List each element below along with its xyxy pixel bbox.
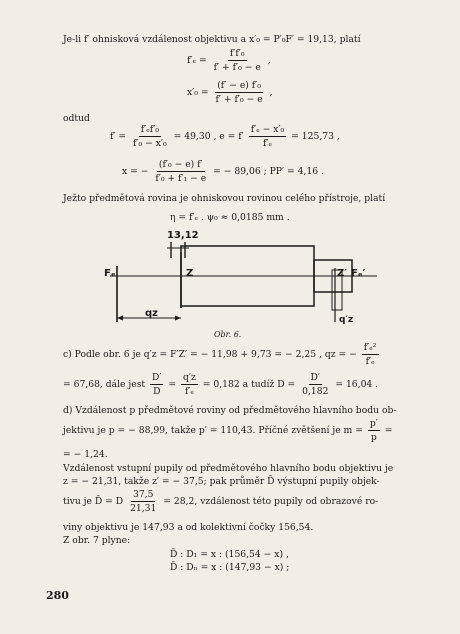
- page-number: 280: [46, 589, 69, 602]
- dim-label-text: 13,12: [167, 230, 199, 241]
- eq8b-fraction: [181, 372, 198, 397]
- eq8-mid2: = 0,182 a tudíž D =: [202, 379, 296, 390]
- text-line-11: = − 1,24.: [63, 449, 108, 460]
- l14-pre: tivu je D̄ = D: [63, 496, 124, 507]
- eq2-tail: ,: [269, 87, 273, 98]
- eq2-lhs: x′₀ =: [187, 87, 209, 98]
- z-label: Z: [186, 268, 194, 279]
- eq3a-denominator: f′₀ − x′₀: [133, 138, 167, 149]
- qz-label: qz: [145, 308, 158, 319]
- eq7-fraction: [362, 342, 379, 367]
- eq8-pre: = 67,68, dále jest: [63, 379, 146, 390]
- eq4-lhs: x = −: [122, 166, 149, 177]
- equation-eta: η = f′ₑ . ψ₀ ≈ 0,0185 mm .: [170, 212, 290, 223]
- eq3b-denominator: f′ₑ: [262, 138, 272, 149]
- text-line-16: Z obr. 7 plyne:: [63, 535, 131, 546]
- z-prime-label: Z′: [337, 268, 347, 279]
- equation-fe: [187, 48, 271, 73]
- eq3b-tail: = 125,73 ,: [291, 131, 340, 142]
- eq7-denominator: f′ₑ: [365, 356, 375, 367]
- l10-pre: jektivu je p = − 88,99, takže p′ = 110,43. Příčné zvětšení je m =: [63, 425, 363, 436]
- l14-fraction: [128, 489, 158, 514]
- l14-tail: = 28,2, vzdálenost této pupily od obrazové ro-: [163, 496, 379, 507]
- text-line-12: Vzdálenost vstupní pupily od předmětového hlavního bodu objektivu je: [63, 463, 394, 474]
- text-odtud: odtud: [63, 113, 90, 124]
- l10-tail: =: [384, 425, 393, 436]
- qz-prime-label: q′z: [339, 315, 354, 325]
- qz-arrow-right-head: [175, 316, 181, 321]
- figure-caption: Obr. 6.: [214, 330, 242, 339]
- eq3b-fraction: [249, 124, 287, 149]
- eq1-denominator: f′ + f′₀ − e: [213, 62, 261, 73]
- eq8b-denominator: f′ₑ: [184, 386, 194, 397]
- equation-x: [122, 159, 324, 184]
- eq3a-fraction: [131, 124, 169, 149]
- text-line-13: z = − 21,31, takže z′ = − 37,5; pak průměr D̄ výstupní pupily objek-: [63, 476, 380, 487]
- eq1-lhs: f′ₑ =: [187, 55, 207, 66]
- equation-x0: [187, 80, 273, 105]
- text-line-15: viny objektivu je 147,93 a od kolektivní čočky 156,54.: [63, 522, 314, 533]
- l14-denominator: 21,31: [130, 503, 157, 514]
- eq1-fraction: [212, 48, 263, 73]
- eq3b-numerator: f′ₑ − x′₀: [250, 124, 285, 135]
- eq3a-tail: = 49,30 , e = f′: [173, 131, 244, 142]
- text-line-9: d) Vzdálenost p předmětové roviny od předmětového hlavního bodu ob-: [63, 405, 397, 416]
- equation-f-and-e: [110, 124, 340, 149]
- l10-denominator: p: [370, 432, 377, 443]
- text-line-5: Ježto předmětová rovina je ohniskovou rovinou celého přístroje, platí: [63, 193, 386, 204]
- equation-d-ratio: [63, 372, 378, 397]
- eq1-tail: ,: [267, 55, 271, 66]
- fe-prime-label: Fₑ′: [351, 268, 366, 279]
- eq4-denominator: f′₀ + f′₁ − e: [155, 173, 207, 184]
- equation-magnification: [63, 418, 392, 443]
- text-line-1: Je-li f′ ohnisková vzdálenost objektivu a x′₀ = P′₀F′ = 19,13, platí: [63, 34, 361, 45]
- equation-ratio-1: D̄ : D₁ = x : (156,54 − x) ,: [170, 549, 289, 560]
- equation-ratio-2: D̄ : Dₙ = x : (147,93 − x) ;: [170, 562, 290, 573]
- eq8a-numerator: D′: [152, 372, 162, 383]
- eq8b-numerator: q′z: [183, 372, 196, 383]
- eq2-fraction: [214, 80, 265, 105]
- eq8a-fraction: [150, 372, 163, 397]
- l10-fraction: [368, 418, 380, 443]
- l10-numerator: p′: [369, 418, 378, 429]
- eq3a-lhs: f′ =: [110, 131, 127, 142]
- eq4-fraction: [153, 159, 208, 184]
- eq1-numerator: f′f′₀: [229, 48, 245, 59]
- eq3a-numerator: f′ₑf′₀: [140, 124, 159, 135]
- eq8c-fraction: [300, 372, 330, 397]
- qz-arrow-left-head: [117, 316, 123, 321]
- eq7-pre: c) Podle obr. 6 je q′z = F′Z′ = − 11,98 + 9,73 = − 2,25 , qz = −: [63, 349, 357, 360]
- l14-numerator: 37,5: [132, 489, 154, 500]
- eq7-numerator: f′ₑ²: [363, 342, 377, 353]
- eq4-tail: = − 89,06 ; PP′ = 4,16 .: [213, 166, 324, 177]
- equation-pupil: [63, 489, 378, 514]
- eq8c-numerator: D′: [310, 372, 320, 383]
- eq2-denominator: f′ + f′₀ − e: [215, 94, 263, 105]
- eq8a-denominator: D: [153, 386, 161, 397]
- figure-6-diagram: [95, 226, 395, 334]
- fe-label: Fₑ: [104, 268, 116, 279]
- eq8-tail: = 16,04 .: [335, 379, 379, 390]
- eq8c-denominator: 0,182: [302, 386, 329, 397]
- eq8-mid: =: [168, 379, 177, 390]
- equation-c: [63, 342, 381, 367]
- eq2-numerator: (f′ − e) f′₀: [217, 80, 261, 91]
- eq4-numerator: (f′₀ − e) f′: [158, 159, 203, 170]
